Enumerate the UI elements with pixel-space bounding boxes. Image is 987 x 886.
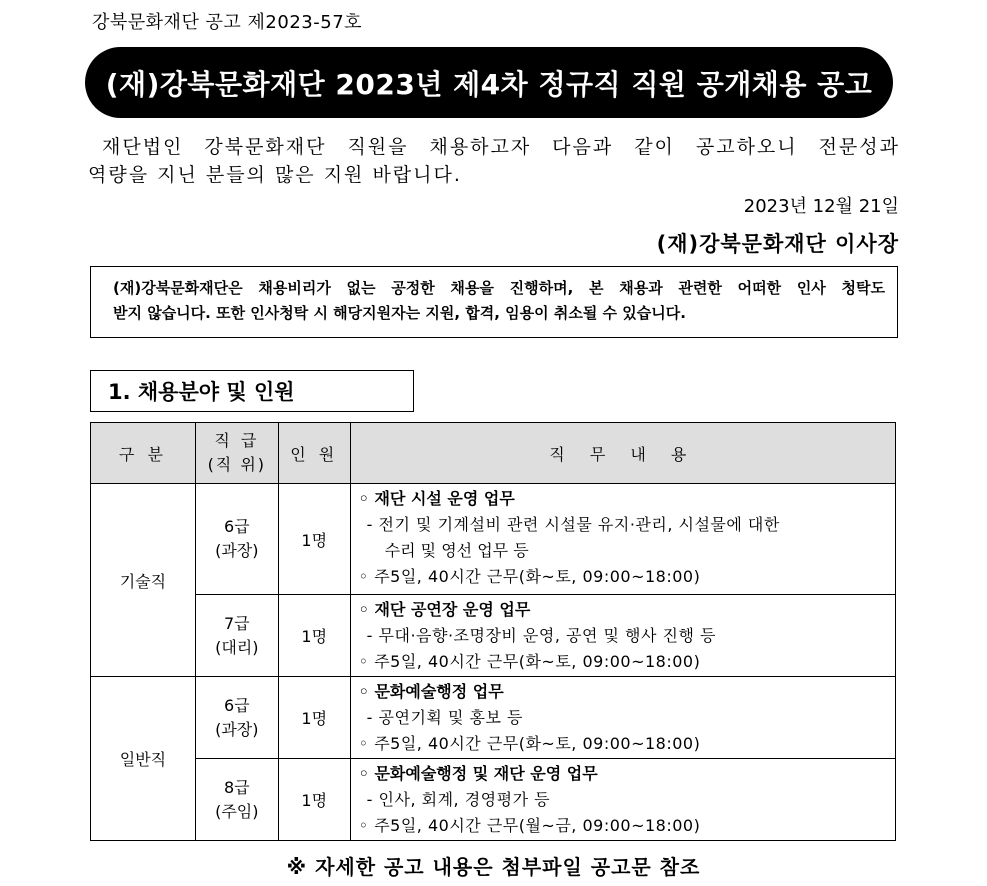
recruitment-table	[90, 422, 896, 841]
intro-paragraph	[88, 133, 900, 189]
position-label: (대리)	[215, 637, 259, 657]
header-category: 구 분	[91, 423, 196, 484]
table-row	[91, 595, 896, 677]
work-hours: ◦ 주5일, 40시간 근무(화~토, 09:00~18:00)	[358, 652, 701, 671]
header-grade-line-2: (직 위)	[207, 455, 267, 474]
category-cell: 일반직	[91, 677, 196, 841]
notice-number: 강북문화재단 공고 제2023-57호	[92, 12, 363, 33]
count-cell: 1명	[278, 677, 350, 759]
grade-cell	[195, 759, 278, 841]
announcement-title-banner	[85, 47, 893, 118]
duty-heading: ◦ 문화예술행정 및 재단 운영 업무	[358, 764, 598, 783]
grade-label: 6급	[223, 695, 250, 715]
position-label: (과장)	[215, 541, 259, 560]
work-hours: ◦ 주5일, 40시간 근무(화~토, 09:00~18:00)	[358, 734, 701, 753]
header-duty: 직 무 내 용	[350, 423, 895, 484]
grade-cell	[195, 484, 278, 595]
section-1-heading: 1. 채용분야 및 인원	[90, 370, 414, 412]
grade-label: 8급	[223, 777, 250, 797]
table-row	[91, 484, 896, 595]
fair-hiring-notice-box	[90, 266, 898, 338]
header-grade	[195, 423, 278, 484]
count-cell: 1명	[278, 595, 350, 677]
header-count: 인 원	[278, 423, 350, 484]
duty-heading: ◦ 재단 시설 운영 업무	[358, 489, 515, 508]
table-header-row	[91, 423, 896, 484]
duty-heading: ◦ 재단 공연장 운영 업무	[358, 600, 531, 619]
duty-cell	[350, 595, 895, 677]
duty-heading: ◦ 문화예술행정 업무	[358, 682, 504, 701]
notice-box-line-1: (재)강북문화재단은 채용비리가 없는 공정한 채용을 진행하며, 본 채용과 관련한 어떠한 인사 청탁도	[113, 279, 885, 297]
grade-label: 7급	[223, 613, 250, 633]
attachment-reference-note: ※ 자세한 공고 내용은 첨부파일 공고문 참조	[286, 855, 701, 879]
duty-detail: - 인사, 회계, 경영평가 등	[366, 790, 551, 809]
duty-detail: - 전기 및 기계설비 관련 시설물 유지·관리, 시설물에 대한	[366, 515, 780, 534]
table-row	[91, 759, 896, 841]
duty-cell	[350, 484, 895, 595]
signer: (재)강북문화재단 이사장	[656, 232, 899, 256]
position-label: (주임)	[215, 801, 259, 821]
count-cell: 1명	[278, 484, 350, 595]
duty-detail: - 공연기획 및 홍보 등	[366, 708, 523, 727]
table-row	[91, 677, 896, 759]
duty-cell	[350, 677, 895, 759]
duty-cell	[350, 759, 895, 841]
intro-line-2: 역량을 지닌 분들의 많은 지원 바랍니다.	[88, 164, 462, 186]
work-hours: ◦ 주5일, 40시간 근무(화~토, 09:00~18:00)	[358, 567, 701, 586]
duty-detail: - 무대·음향·조명장비 운영, 공연 및 행사 진행 등	[366, 626, 717, 645]
duty-detail-continued: 수리 및 영선 업무 등	[384, 541, 529, 560]
grade-cell	[195, 677, 278, 759]
grade-label: 6급	[223, 517, 250, 536]
category-cell: 기술직	[91, 484, 196, 677]
intro-line-1: 재단법인 강북문화재단 직원을 채용하고자 다음과 같이 공고하오니 전문성과	[102, 136, 900, 158]
notice-box-line-2: 받지 않습니다. 또한 인사청탁 시 해당지원자는 지원, 합격, 임용이 취소될 수 있습니다.	[113, 304, 686, 322]
work-hours: ◦ 주5일, 40시간 근무(월~금, 09:00~18:00)	[358, 816, 701, 835]
header-grade-line-1: 직 급	[214, 431, 260, 450]
announcement-date: 2023년 12월 21일	[743, 196, 899, 217]
announcement-title: (재)강북문화재단 2023년 제4차 정규직 직원 공개채용 공고	[105, 67, 873, 101]
grade-cell	[195, 595, 278, 677]
count-cell: 1명	[278, 759, 350, 841]
position-label: (과장)	[215, 719, 259, 739]
